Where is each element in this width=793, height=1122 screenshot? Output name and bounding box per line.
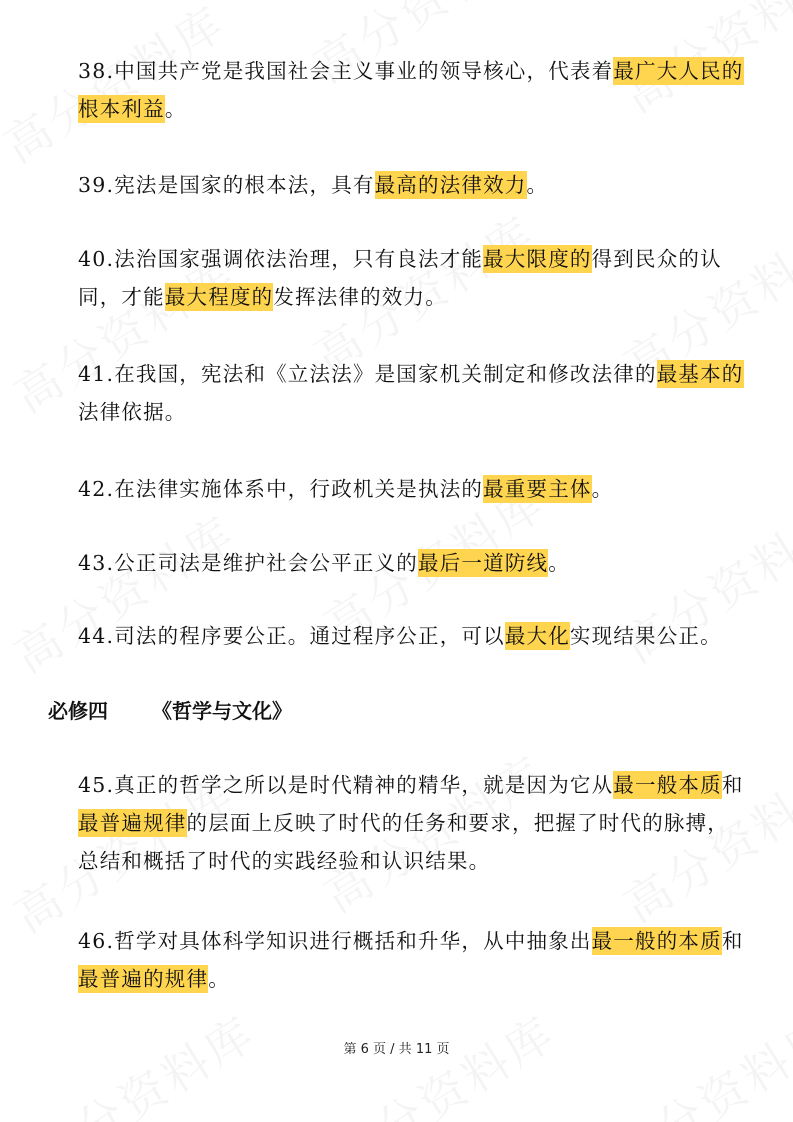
body-text: 法律依据。: [78, 400, 187, 424]
body-text: 得到民众的认同，才能: [78, 247, 722, 309]
body-text: 40.法治国家强调依法治理，只有良法才能: [78, 247, 484, 271]
watermark: [600, 998, 793, 1122]
watermark: [0, 498, 247, 686]
body-text: 。: [526, 173, 549, 197]
watermark: [20, 998, 267, 1122]
section-title: 《哲学与文化》: [152, 699, 292, 723]
body-text: 和: [721, 773, 744, 797]
item-44: [78, 617, 750, 655]
body-text: 41.在我国，宪法和《立法法》是国家机关制定和修改法律的: [78, 362, 657, 386]
body-text: 39.宪法是国家的根本法，具有: [78, 173, 375, 197]
highlighted-text: 最普遍规律: [78, 811, 187, 835]
body-text: 的层面上反映了时代的任务和要求，把握了时代的脉搏，总结和概括了时代的实践经验和认识结果。: [78, 811, 729, 873]
highlighted-text: 最一般本质: [613, 773, 722, 797]
item-38: [78, 52, 750, 128]
section-label: 必修四: [48, 699, 108, 723]
item-46: [78, 922, 750, 998]
body-text: 。: [208, 967, 230, 991]
item-39: [78, 166, 750, 204]
item-45: [78, 766, 750, 880]
item-40: [78, 240, 750, 316]
body-text: 实现结果公正。: [569, 624, 722, 648]
highlighted-text: 最大程度的: [164, 285, 274, 309]
highlighted-text: 最广大人民的根本利益: [78, 59, 744, 121]
body-text: 。: [164, 97, 187, 121]
item-42: [78, 470, 750, 508]
highlighted-text: 最基本的: [656, 362, 744, 386]
highlighted-text: 最普遍的规律: [78, 967, 209, 991]
body-text: 45.真正的哲学之所以是时代精神的精华，就是因为它从: [78, 773, 614, 797]
body-text: 46.哲学对具体科学知识进行概括和升华，从中抽象出: [78, 929, 592, 953]
item-43: [78, 544, 750, 582]
body-text: 。: [591, 477, 614, 501]
body-text: 。: [548, 551, 570, 575]
watermark: [320, 998, 567, 1122]
body-text: 38.中国共产党是我国社会主义事业的领导核心，代表着: [78, 59, 614, 83]
highlighted-text: 最后一道防线: [418, 551, 549, 575]
highlighted-text: 最一般的本质: [591, 929, 722, 953]
item-41: [78, 355, 750, 431]
body-text: 和: [721, 929, 744, 953]
body-text: 43.公正司法是维护社会公平正义的: [78, 551, 419, 575]
highlighted-text: 最大限度的: [483, 247, 592, 271]
highlighted-text: 最大化: [504, 624, 570, 648]
section-heading: [48, 692, 292, 730]
body-text: 42.在法律实施体系中，行政机关是执法的: [78, 477, 484, 501]
page-footer: 第 6 页 / 共 11 页: [343, 1042, 450, 1057]
body-text: 发挥法律的效力。: [273, 285, 447, 309]
highlighted-text: 最重要主体: [483, 477, 592, 501]
highlighted-text: 最高的法律效力: [374, 173, 527, 197]
body-text: 44.司法的程序要公正。通过程序公正，可以: [78, 624, 505, 648]
